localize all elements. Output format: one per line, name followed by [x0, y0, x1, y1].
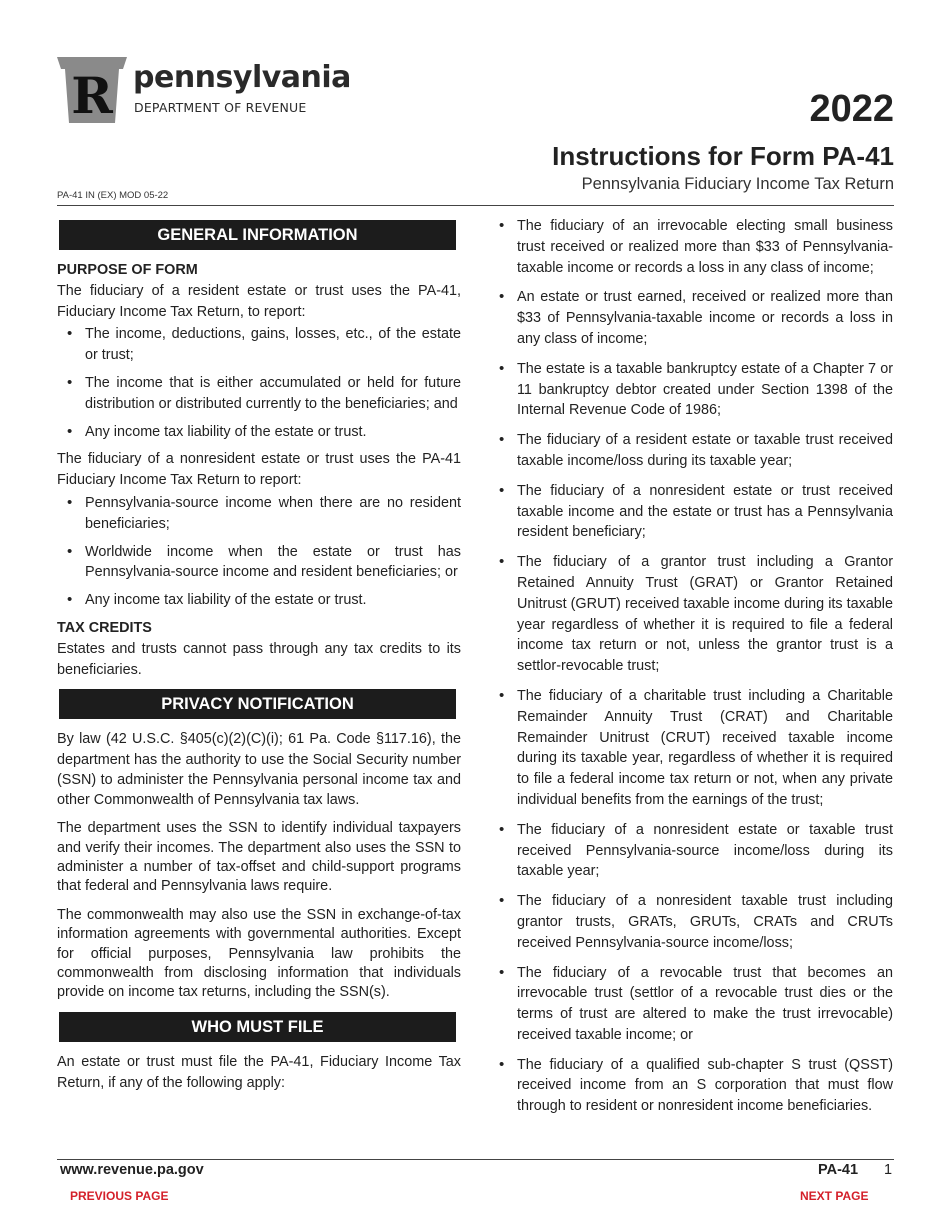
list-item: • The fiduciary of a charitable trust including a Charitable Remainder Annuity Trust (CRAT) and Charitable Remainder Unitrust (CRUT) received taxable income during its taxable year, regardless of whether it is required to file a federal income tax return or not, when any private individual benefits from the earnings of the trust; [497, 686, 893, 811]
page-subtitle: Pennsylvania Fiduciary Income Tax Return [581, 175, 894, 193]
page-title: Instructions for Form PA-41 [552, 141, 894, 171]
list-item: • The income, deductions, gains, losses, etc., of the estate or trust; [57, 324, 461, 366]
logo-letter: R [71, 66, 113, 125]
list-item: • Pennsylvania-source income when there are no resident beneficiaries; [57, 493, 461, 535]
footer-form-name: PA-41 [818, 1162, 859, 1178]
list-item: • The fiduciary of a nonresident estate or trust received taxable income and the estate or trust has a Pennsylvania resident beneficiary; [497, 481, 893, 543]
privacy-paragraph: By law (42 U.S.C. §405(c)(2)(C)(i); 61 Pa. Code §117.16), the department has the authority to use the Social Security number (SSN) to administer the Pennsylvania personal income tax and other Commonwealth of Pennsylvania tax laws. [57, 731, 461, 808]
tax-credits-text: Estates and trusts cannot pass through any tax credits to its beneficiaries. [57, 640, 461, 678]
footer-url: www.revenue.pa.gov [60, 1162, 204, 1178]
list-item: • The fiduciary of a nonresident estate or taxable trust received Pennsylvania-source income/loss during its taxable year; [497, 820, 893, 882]
list-item: • Any income tax liability of the estate or trust. [57, 422, 461, 443]
purpose-intro: The fiduciary of a resident estate or trust uses the PA-41, Fiduciary Income Tax Return, to report: [57, 282, 461, 320]
list-item: • Worldwide income when the estate or trust has Pennsylvania-source income and resident beneficiaries; or [57, 542, 461, 584]
resident-report-list [57, 324, 461, 442]
privacy-paragraph: The department uses the SSN to identify individual taxpayers and verify their incomes. The department also uses the SSN to administer a number of tax-offset and child-support programs that federal and Pennsylvania laws require. [57, 820, 461, 895]
privacy-paragraph: The commonwealth may also use the SSN in exchange-of-tax information agreements with governmental authorities. Except for official purposes, Pennsylvania law prohibits the commonwealth from disclosing information that individuals provide on income tax returns, including the SSN(s). [57, 906, 461, 1001]
list-item: • The estate is a taxable bankruptcy estate of a Chapter 7 or 11 bankruptcy debtor created under Section 1398 of the Internal Revenue Code of 1986; [497, 359, 893, 421]
list-item: • The fiduciary of a grantor trust including a Grantor Retained Annuity Trust (GRAT) or Grantor Retained Unitrust (GRUT) received taxable income during its taxable year regardless of whether it is required to file a federal income tax return or not, unless the grantor trust is a settlor-revocable trust; [497, 552, 893, 677]
department-name: DEPARTMENT OF REVENUE [134, 100, 307, 115]
next-page-link[interactable]: NEXT PAGE [800, 1189, 869, 1203]
who-must-file-list [497, 216, 893, 1117]
header-divider [57, 205, 894, 206]
list-item: • The fiduciary of a resident estate or taxable trust received taxable income/loss during its taxable year; [497, 430, 893, 472]
left-column [57, 215, 461, 1102]
tax-year: 2022 [809, 88, 894, 130]
section-heading-who-must-file: WHO MUST FILE [59, 1012, 456, 1042]
subheading-tax-credits: TAX CREDITS [57, 619, 152, 636]
list-item: • Any income tax liability of the estate or trust. [57, 590, 461, 611]
section-heading-general: GENERAL INFORMATION [59, 220, 456, 250]
previous-page-link[interactable]: PREVIOUS PAGE [70, 1189, 169, 1203]
nonresident-report-list [57, 493, 461, 611]
footer-divider [57, 1159, 894, 1160]
keystone-logo-icon [57, 55, 127, 125]
who-must-file-intro: An estate or trust must file the PA-41, Fiduciary Income Tax Return, if any of the following apply: [57, 1053, 461, 1091]
page-number: 1 [884, 1162, 893, 1178]
list-item: • The income that is either accumulated or held for future distribution or distributed currently to the beneficiaries; and [57, 373, 461, 415]
list-item: • The fiduciary of a revocable trust that becomes an irrevocable trust (settlor of a revocable trust dies or the terms of trust are altered to make the trust irrevocable) received taxable income; or [497, 963, 893, 1046]
list-item: • The fiduciary of a qualified sub-chapter S trust (QSST) received income from an S corporation that must flow through to resident or nonresident income beneficiaries. [497, 1055, 893, 1117]
list-item: • The fiduciary of a nonresident taxable trust including grantor trusts, GRATs, GRUTs, CRATs and CRUTs received Pennsylvania-source income/loss; [497, 891, 893, 953]
subheading-purpose: PURPOSE OF FORM [57, 262, 198, 278]
list-item: • The fiduciary of an irrevocable electing small business trust received or realized more than $33 of Pennsylvania-taxable income or records a loss in any class of income; [497, 216, 893, 278]
form-code: PA-41 IN (EX) MOD 05-22 [57, 190, 169, 201]
agency-name: pennsylvania [133, 60, 351, 95]
list-item: • An estate or trust earned, received or realized more than $33 of Pennsylvania-taxable income or records a loss in any class of income; [497, 287, 893, 349]
right-column [497, 216, 893, 1126]
section-heading-privacy: PRIVACY NOTIFICATION [59, 689, 456, 719]
nonresident-intro: The fiduciary of a nonresident estate or trust uses the PA-41 Fiduciary Income Tax Return to report: [57, 451, 461, 489]
